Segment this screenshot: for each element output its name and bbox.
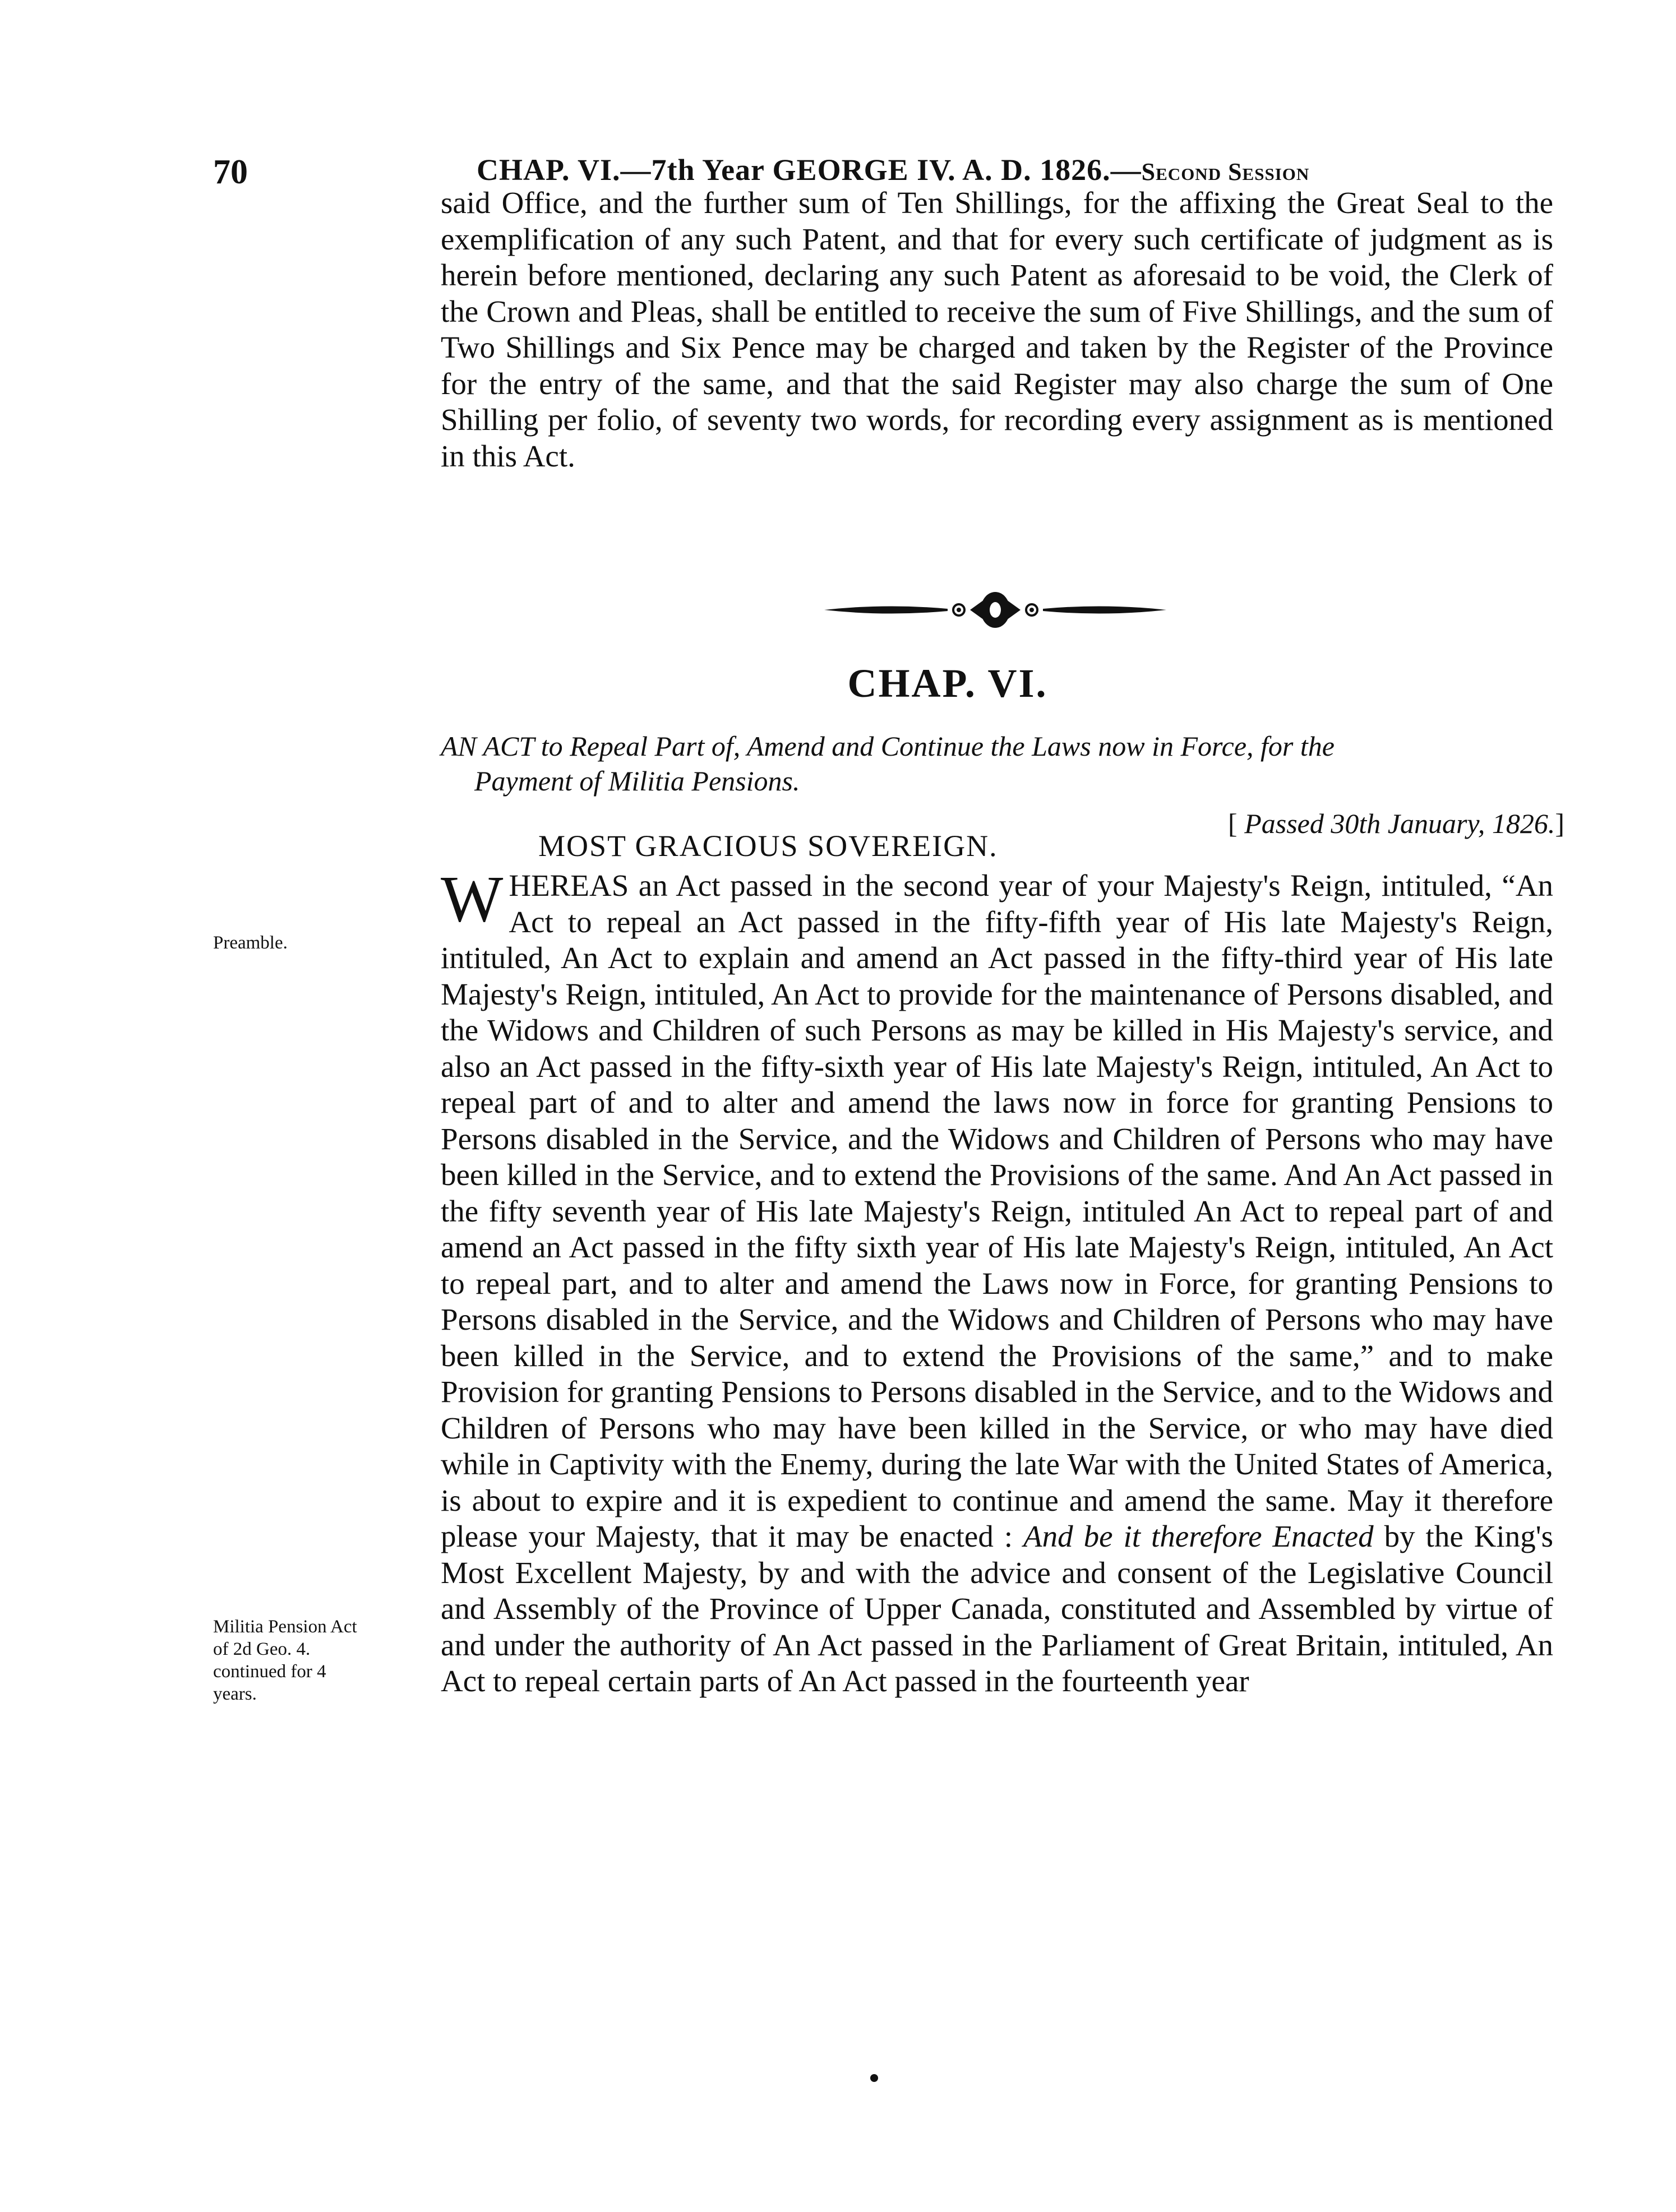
running-header-main: CHAP. VI.—7th Year GEORGE IV. A. D. 1826.— xyxy=(477,153,1142,187)
act-title xyxy=(441,729,1553,798)
preamble-body: HEREAS an Act passed in the second year of your Majesty's Reign, intituled, “An Act to repeal an Act passed in the fifty-fifth year of His late Majesty's Reign, intituled, An Act to explain and amend an Act passed in the fifty-third year of His late Majesty's Reign, intituled, An Act to provide for the maintenance of Persons disabled, and the Widows and Children of such Persons as may be killed in His Majesty's service, and also an Act passed in the fifty-sixth year of His late Majesty's Reign, intituled, An Act to repeal part of and to alter and amend the laws now in force for granting Pensions to Persons disabled in the Service, and the Widows and Children of Persons who may have been killed in the Service, and to extend the Provisions of the same. And An Act passed in the fifty seventh year of His late Majesty's Reign, intituled An Act to repeal part of and amend an Act passed in the fifty sixth year of His late Majesty's Reign, intituled, An Act to repeal part, and to alter and amend the Laws now in Force, for granting Pensions to Persons disabled in the Service, and the Widows and Children of Persons who may have been killed in the Service, and to extend the Provisions of the same,” and to make Provision for granting Pensions to Persons disabled in the Service, and to the Widows and Children of Persons who may have been killed in the Service, or who may have died while in Captivity with the Enemy, during the late War with the United States of America, is about to expire and it is expedient to continue and amend the same. May it therefore please your Majesty, that it may be enacted : xyxy=(441,868,1553,1553)
act-title-line-1: AN ACT to Repeal Part of, Amend and Continue the Laws now in Force, for the xyxy=(441,730,1335,762)
continued-paragraph: said Office, and the further sum of Ten Shillings, for the affixing the Great Seal to the exemplification of any such Patent, and that for every such certificate of judgment as is herein before mentioned, declaring any such Patent as aforesaid to be void, the Clerk of the Crown and Pleas, shall be entitled to receive the sum of Five Shillings, and the sum of Two Shillings and Six Pence may be charged and taken by the Register of the Province for the entry of the same, and that the said Register may also charge the sum of One Shilling per folio, of seventy two words, for recording every assignment as is mentioned in this Act. xyxy=(441,186,1553,473)
act-title-line-2: Payment of Militia Pensions. xyxy=(474,765,800,797)
enacting-phrase: And be it therefore Enacted xyxy=(1023,1519,1374,1553)
passed-date xyxy=(1228,807,1564,840)
page-dot xyxy=(870,2074,878,2082)
page-number: 70 xyxy=(213,153,248,191)
ornament-divider-icon xyxy=(819,587,1172,632)
margin-note-militia: Militia Pension Act of 2d Geo. 4. continued for 4 years. xyxy=(213,1617,357,1704)
running-header xyxy=(477,152,1562,187)
salutation: MOST GRACIOUS SOVEREIGN. xyxy=(538,829,998,863)
drop-cap: W xyxy=(441,862,504,936)
chapter-title: CHAP. VI. xyxy=(847,661,1048,706)
passed-bracket-close: ] xyxy=(1555,808,1564,839)
passed-text: Passed 30th January, 1826. xyxy=(1244,808,1555,839)
margin-note-preamble: Preamble. xyxy=(213,933,288,953)
enacting-body: by the King's Most Excellent Majesty, by and with the advice and consent of the Legislative Council and Assembly of the Province of Upper Canada, constituted and Assembled by virtue of and under the authority of An Act passed in the Parliament of Great Britain, intituled, An Act to repeal certain parts of An Act passed in the fourteenth year xyxy=(441,1519,1554,1698)
preamble-paragraph xyxy=(441,862,1554,1700)
passed-bracket-open: [ xyxy=(1228,808,1238,839)
running-header-session: Second Session xyxy=(1141,158,1310,186)
